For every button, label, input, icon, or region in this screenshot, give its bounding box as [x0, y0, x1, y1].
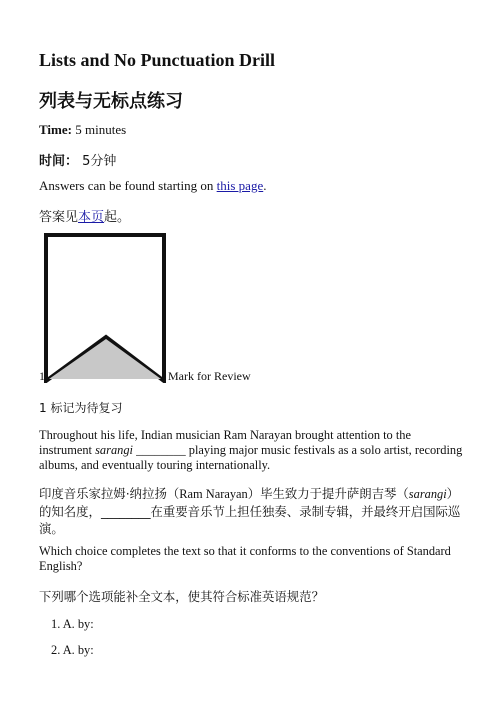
time-line-zh: [39, 150, 116, 169]
passage-zh-name: Ram Narayan: [179, 487, 248, 501]
question-stem-en: Which choice completes the text so that it conforms to the conventions of Standard English?: [39, 544, 451, 573]
answers-link-zh[interactable]: 本页: [78, 210, 105, 225]
option-text: A. by:: [62, 643, 94, 657]
answers-line-en: [39, 178, 266, 194]
answers-suffix-zh: 起。: [104, 210, 131, 225]
passage-zh-part2: ）毕生致力于提升萨朗吉琴（: [247, 486, 409, 501]
passage-zh-instrument: sarangi: [408, 487, 447, 501]
passage-en-instrument: sarangi: [95, 443, 133, 457]
question-label-zh: 1 标记为待复习: [39, 401, 123, 415]
time-value-zh: 5分钟: [78, 154, 117, 169]
answers-suffix-en: .: [263, 178, 267, 193]
question-number: 1: [39, 369, 45, 383]
option-number: 1.: [51, 617, 61, 631]
time-label-en: Time:: [39, 122, 72, 137]
answer-option[interactable]: [51, 643, 94, 658]
option-text: A. by:: [62, 617, 94, 631]
mark-for-review-label[interactable]: Mark for Review: [168, 369, 251, 383]
page-title-en: Lists and No Punctuation Drill: [39, 50, 276, 70]
passage-zh: [39, 485, 464, 537]
answers-prefix-en: Answers can be found starting on: [39, 178, 217, 193]
time-label-zh: 时间：: [39, 154, 79, 169]
passage-zh-part3: ）的知名度，________在重要音乐节上担任独奏、录制专辑，并最终开启国际巡演。: [39, 486, 461, 536]
time-line-en: [39, 122, 126, 138]
time-value-en: 5 minutes: [71, 122, 127, 137]
page-title-zh: 列表与无标点练习: [39, 91, 183, 112]
question-stem-zh: 下列哪个选项能补全文本，使其符合标准英语规范？: [39, 589, 324, 604]
answers-prefix-zh: 答案见: [39, 210, 79, 225]
passage-en: [39, 428, 464, 473]
passage-en-part2: ________ playing major music festivals as a solo artist, recording albums, and eventually touring internationally.: [39, 443, 463, 472]
passage-zh-part1: 印度音乐家拉姆·纳拉扬（: [39, 486, 180, 501]
answer-option[interactable]: [51, 617, 94, 632]
passage-en-part1: Throughout his life, Indian musician Ram Narayan brought attention to the instrument: [39, 428, 411, 457]
option-number: 2.: [51, 643, 61, 657]
answers-line-zh: [39, 206, 130, 225]
answers-link-en[interactable]: this page: [216, 178, 264, 193]
bookmark-flag-icon[interactable]: [44, 233, 166, 383]
